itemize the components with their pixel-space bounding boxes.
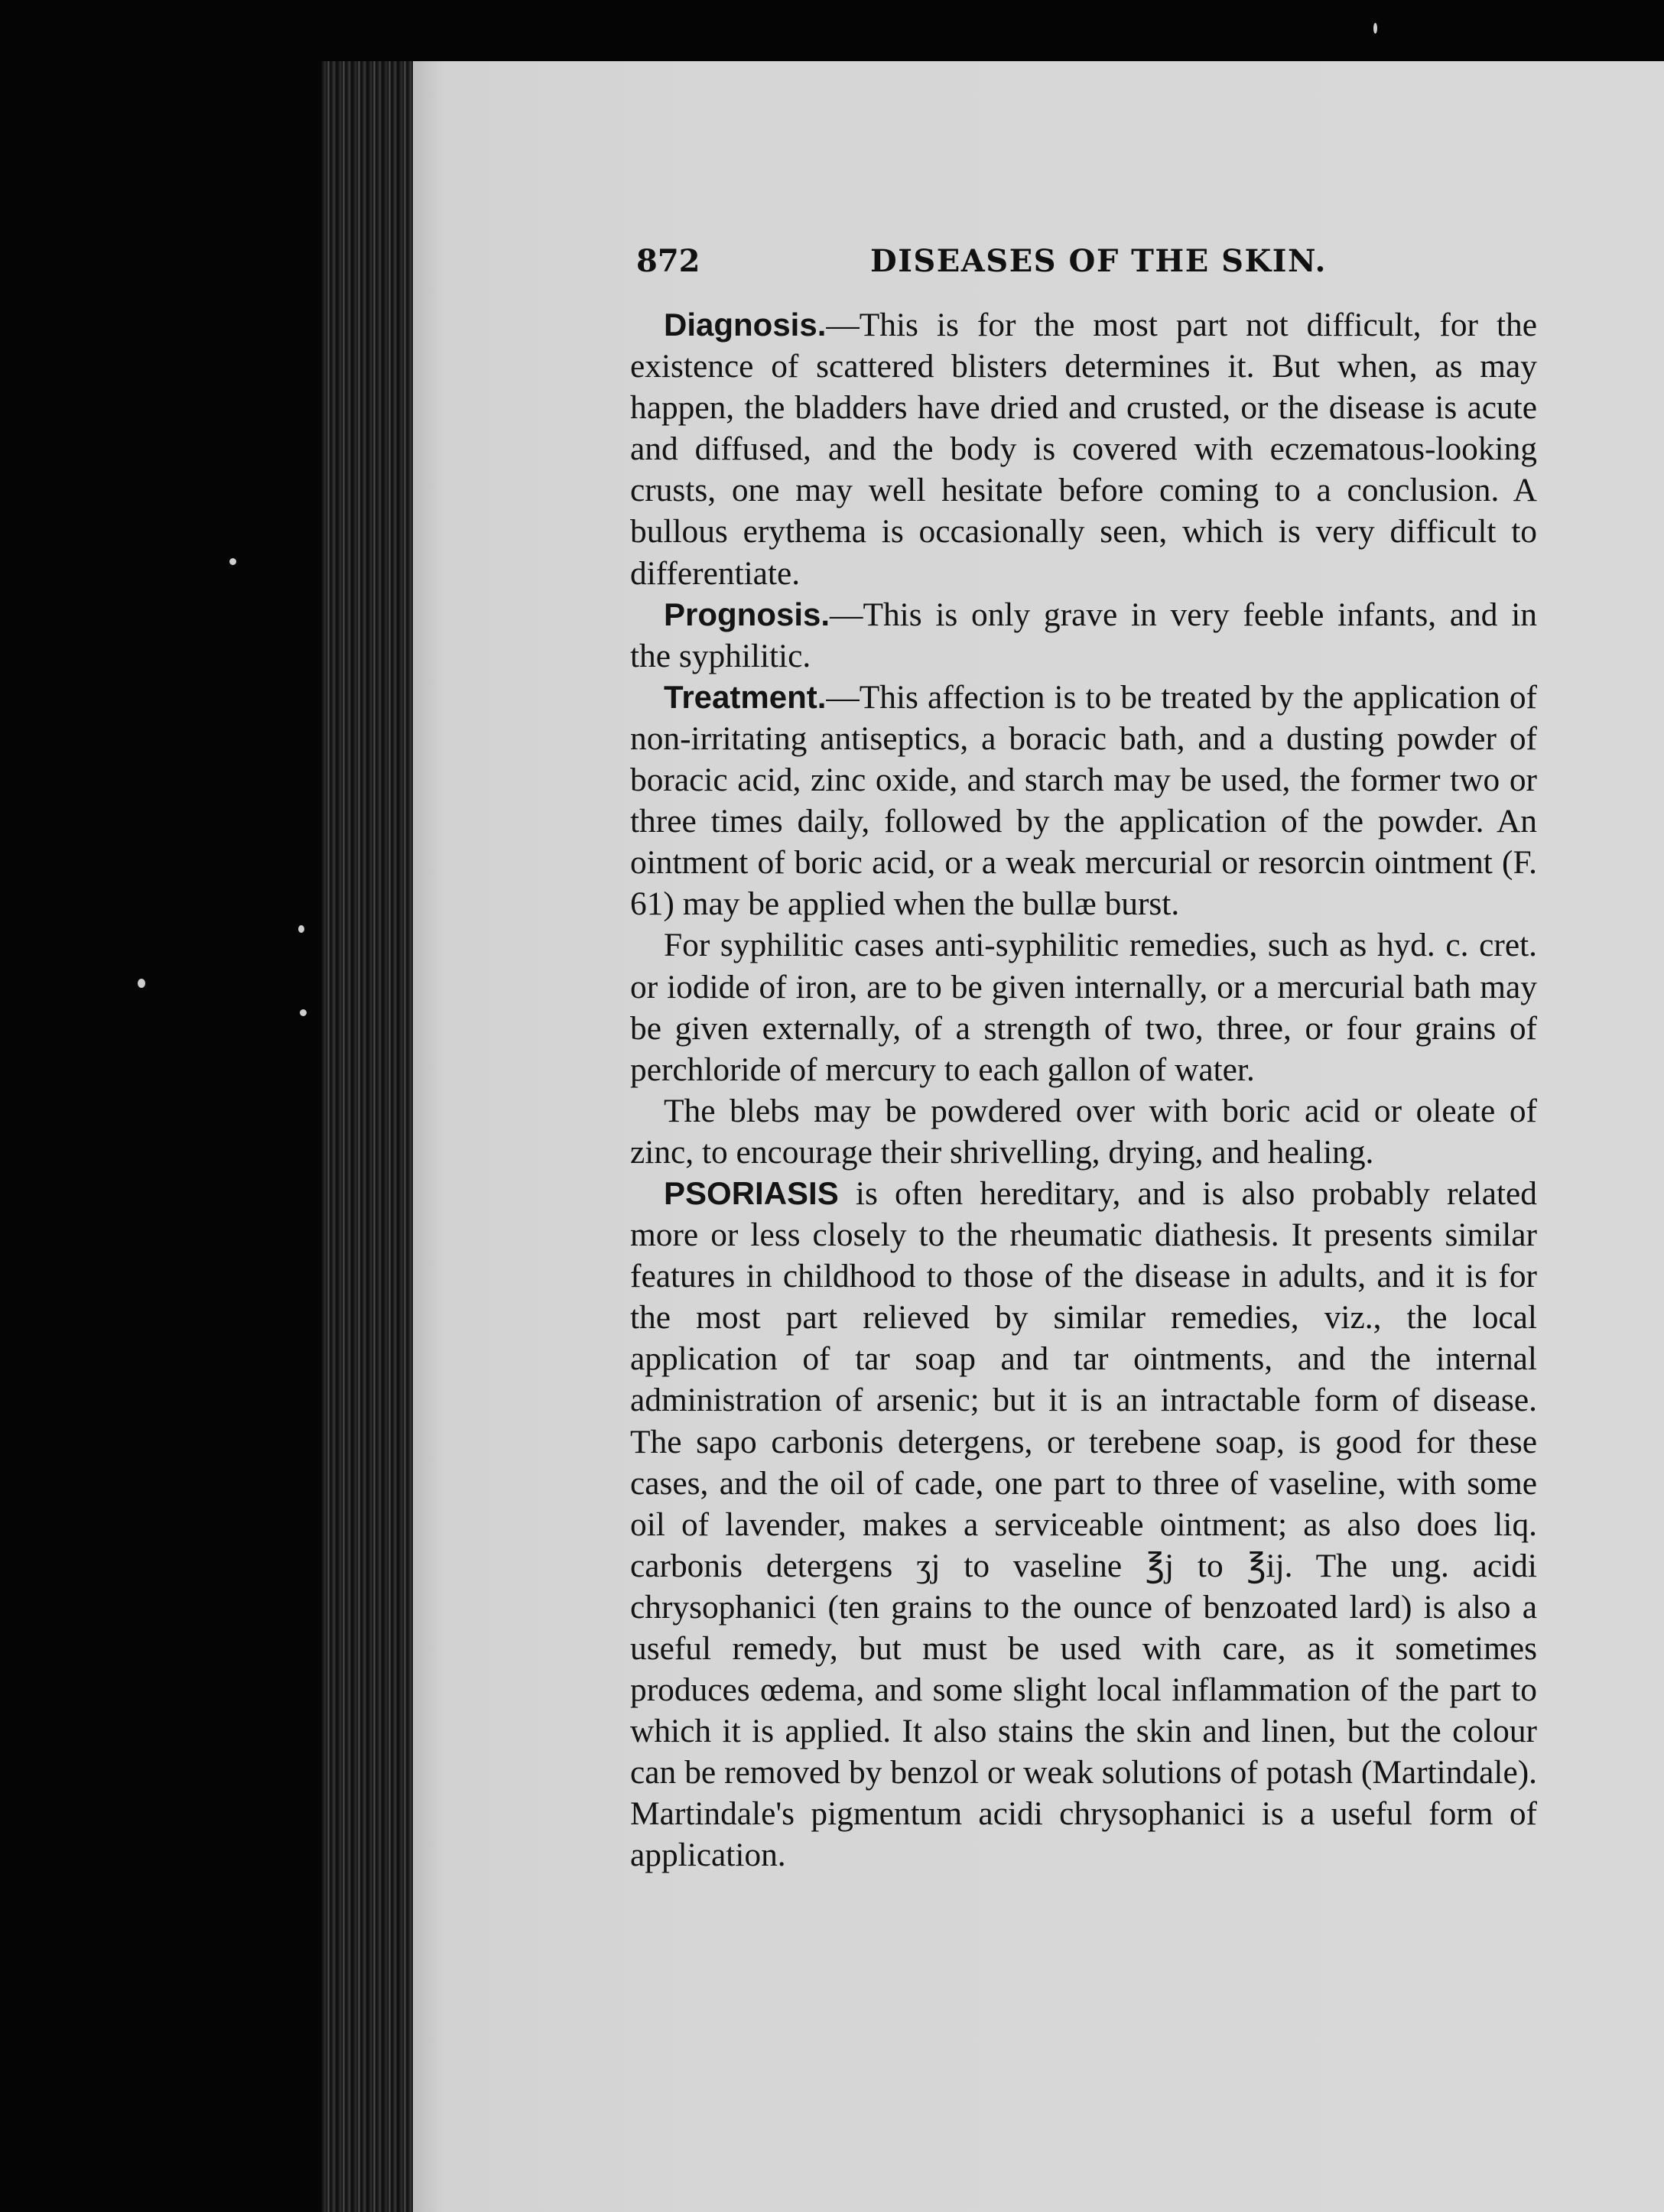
- section-heading: Prognosis.: [664, 596, 830, 632]
- paragraph-text: —This affection is to be treated by the application of non-irritating antiseptics, a boracic bath, and a dusting powder of boracic acid, zinc oxide, and starch may be used, the former two or three times daily, followed by the application of the powder. An ointment of boric acid, or a weak mercurial or resorcin ointment (F. 61) may be applied when the bullæ burst.: [630, 678, 1537, 923]
- paragraph-text: For syphilitic cases anti-syphilitic remedies, such as hyd. c. cret. or iodide of iron, are to be given internally, or a mercurial bath may be given externally, of a strength of two, three, or four grains of perchloride of mercury to each gallon of water.: [630, 927, 1537, 1088]
- paragraph-prognosis: [630, 594, 1537, 677]
- paragraph-text: is often hereditary, and is also probably related more or less closely to the rheumatic diathesis. It presents similar features in childhood to those of the disease in adults, and it is for the most part relieved by similar remedies, viz., the local application of tar soap and tar ointments, and the internal administration of arsenic; but it is an intractable form of disease. The sapo carbonis detergens, or terebene soap, is good for these cases, and the oil of cade, one part to three of vaseline, with some oil of lavender, makes a serviceable ointment; as also does liq. carbonis detergens ʒj to vaseline ℥j to ℥ij. The ung. acidi chrysophanici (ten grains to the ounce of benzoated lard) is also a useful remedy, but must be used with care, as it sometimes produces œdema, and some slight local inflammation of the part to which it is applied. It also stains the skin and linen, but the colour can be removed by benzol or weak solutions of potash (Martindale). Martindale's pigmentum acidi chrysophanici is a useful form of application.: [630, 1174, 1537, 1874]
- paragraph-psoriasis: [630, 1173, 1537, 1876]
- paragraph-syphilitic-cases: [630, 924, 1537, 1090]
- section-heading: Treatment.: [664, 678, 827, 715]
- section-heading: Diagnosis.: [664, 307, 827, 343]
- paragraph-text: —This is for the most part not difficult, for the existence of scattered blisters determines it. But when, as may happen, the bladders have dried and crusted, or the disease is acute and diffused, and the body is covered with eczematous-looking crusts, one may well hesitate before coming to a conclusion. A bullous erythema is occasionally seen, which is very difficult to differentiate.: [630, 307, 1537, 592]
- paragraph-text: —This is only grave in very feeble infants, and in the syphilitic.: [630, 596, 1537, 674]
- page-number: 872: [636, 243, 700, 279]
- dust-speck: [229, 558, 236, 565]
- dust-speck: [298, 925, 304, 933]
- running-title: DISEASES OF THE SKIN.: [870, 243, 1327, 279]
- paragraph-text: The blebs may be powdered over with boric acid or oleate of zinc, to encourage their shrivelling, drying, and healing.: [630, 1092, 1537, 1171]
- dust-speck: [138, 979, 145, 988]
- dust-speck: [300, 1009, 307, 1016]
- dust-speck: [1373, 23, 1377, 34]
- paragraph-treatment: [630, 677, 1537, 925]
- page-edge: [321, 61, 428, 2212]
- paragraph-blebs: [630, 1090, 1537, 1173]
- page-header: [636, 243, 1539, 289]
- body-text: [630, 304, 1537, 1876]
- section-heading: PSORIASIS: [664, 1174, 839, 1211]
- paragraph-diagnosis: [630, 304, 1537, 594]
